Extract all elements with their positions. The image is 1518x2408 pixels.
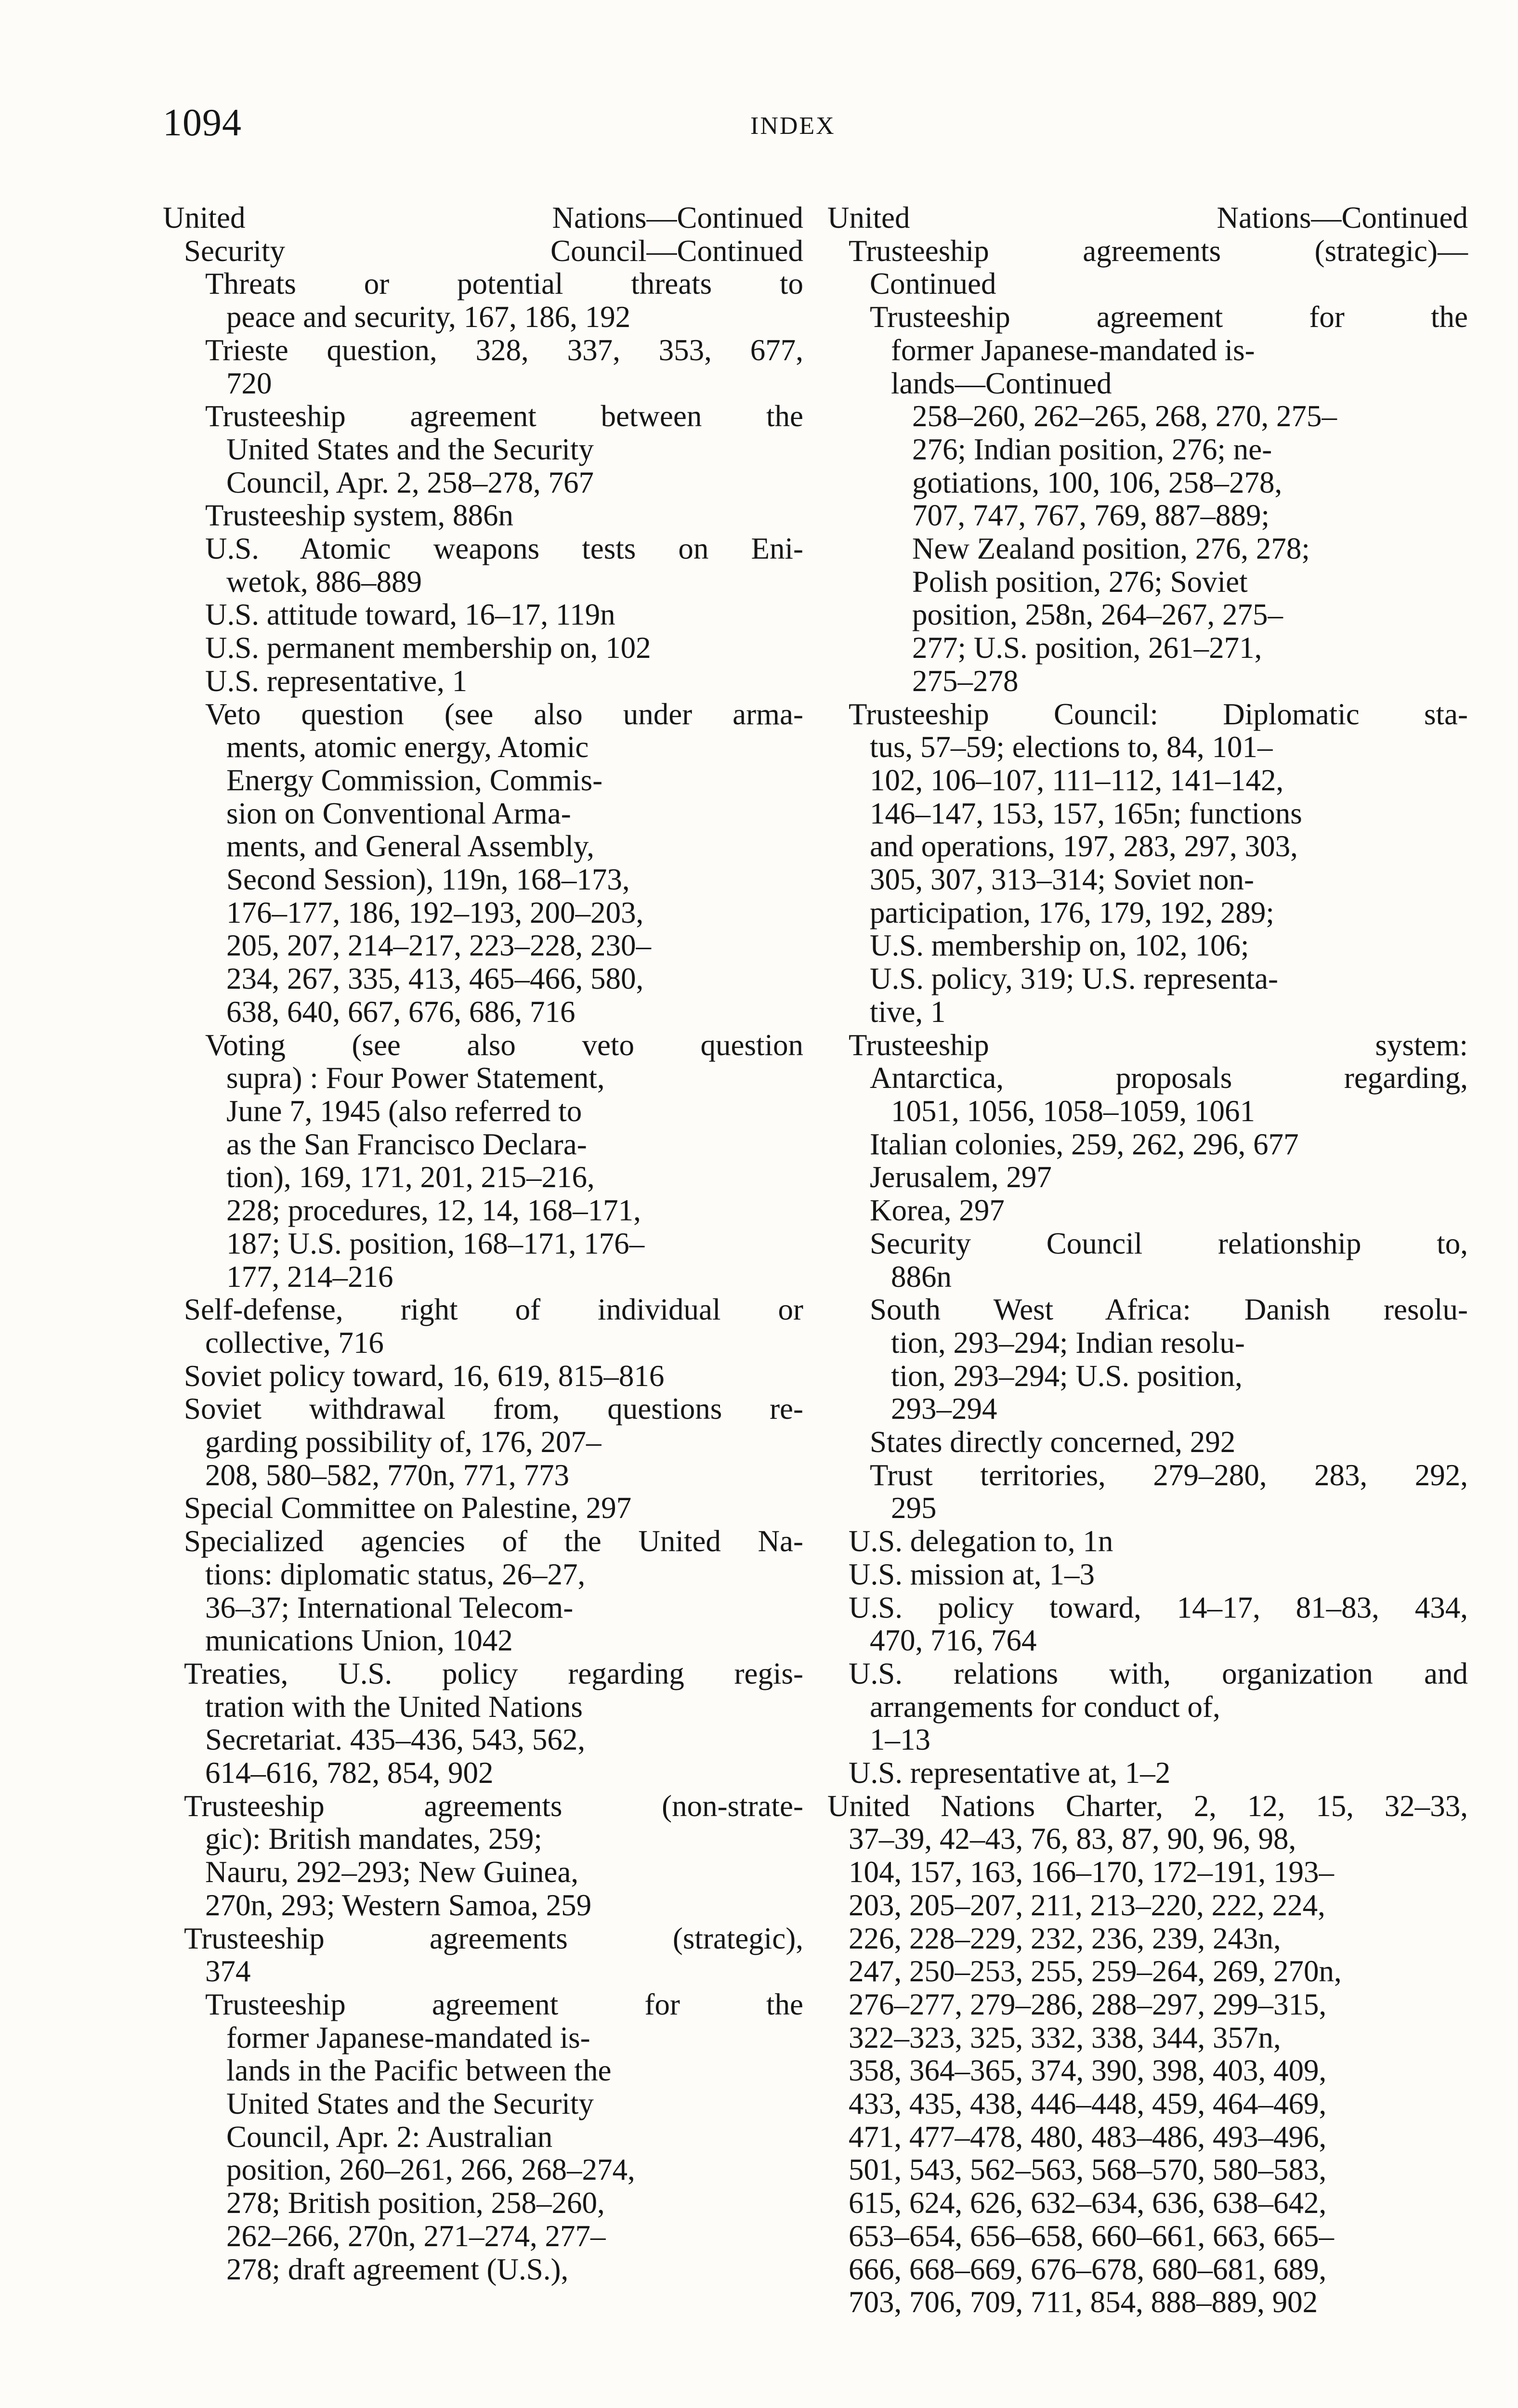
index-line: 886n xyxy=(891,1259,952,1294)
index-line: 471, 477–478, 480, 483–486, 493–496, xyxy=(849,2120,1327,2154)
page-number: 1094 xyxy=(163,102,242,144)
index-line: garding possibility of, 176, 207– xyxy=(205,1425,602,1459)
index-line: 176–177, 186, 192–193, 200–203, xyxy=(226,895,644,929)
index-line: Council, Apr. 2, 258–278, 767 xyxy=(226,465,594,499)
index-line: 228; procedures, 12, 14, 168–171, xyxy=(226,1193,641,1228)
index-line: position, 258n, 264–267, 275– xyxy=(912,598,1283,632)
index-line: Continued xyxy=(870,267,996,301)
index-line: U.S. membership on, 102, 106; xyxy=(870,929,1249,963)
index-line: 104, 157, 163, 166–170, 172–191, 193– xyxy=(849,1855,1334,1889)
index-line: 205, 207, 214–217, 223–228, 230– xyxy=(226,929,651,963)
index-line: June 7, 1945 (also referred to xyxy=(226,1094,582,1128)
index-line: U.S. relations with, organization and xyxy=(849,1656,1468,1690)
index-line: 276–277, 279–286, 288–297, 299–315, xyxy=(849,1987,1327,2021)
index-line: 234, 267, 335, 413, 465–466, 580, xyxy=(226,962,644,996)
index-line: tion), 169, 171, 201, 215–216, xyxy=(226,1160,595,1194)
index-line: former Japanese-mandated is- xyxy=(891,333,1255,367)
index-line: U.S. policy toward, 14–17, 81–83, 434, xyxy=(849,1590,1468,1624)
index-line: 262–266, 270n, 271–274, 277– xyxy=(226,2219,606,2253)
index-line: 433, 435, 438, 446–448, 459, 464–469, xyxy=(849,2087,1327,2121)
index-line: Treaties, U.S. policy regarding regis- xyxy=(184,1656,803,1690)
index-line: Trust territories, 279–280, 283, 292, xyxy=(870,1458,1468,1492)
index-line: 707, 747, 767, 769, 887–889; xyxy=(912,498,1270,533)
index-line: States directly concerned, 292 xyxy=(870,1425,1236,1459)
index-line: 470, 716, 764 xyxy=(870,1623,1037,1658)
index-line: 102, 106–107, 111–112, 141–142, xyxy=(870,763,1284,797)
index-line: Security Council relationship to, xyxy=(870,1226,1468,1260)
index-line: Trusteeship agreement for the xyxy=(870,300,1468,334)
index-line: U.S. representative at, 1–2 xyxy=(849,1756,1171,1790)
index-line: 295 xyxy=(891,1491,937,1525)
index-line: tive, 1 xyxy=(870,995,946,1029)
index-line: United States and the Security xyxy=(226,432,594,466)
index-line: Trieste question, 328, 337, 353, 677, xyxy=(205,333,803,367)
index-line: U.S. attitude toward, 16–17, 119n xyxy=(205,598,615,632)
index-line: tration with the United Nations xyxy=(205,1689,583,1724)
index-line: U.S. permanent membership on, 102 xyxy=(205,631,651,665)
index-line: U.S. mission at, 1–3 xyxy=(849,1557,1095,1591)
index-line: Nauru, 292–293; New Guinea, xyxy=(205,1855,579,1889)
index-line: Veto question (see also under arma- xyxy=(205,697,803,731)
index-line: Secretariat. 435–436, 543, 562, xyxy=(205,1723,586,1757)
index-line: Soviet withdrawal from, questions re- xyxy=(184,1392,803,1426)
index-line: Jerusalem, 297 xyxy=(870,1160,1052,1194)
index-line: lands in the Pacific between the xyxy=(226,2054,612,2088)
index-line: lands—Continued xyxy=(891,366,1112,400)
index-line: ments, atomic energy, Atomic xyxy=(226,730,589,764)
index-line: ments, and General Assembly, xyxy=(226,829,594,864)
index-line: 358, 364–365, 374, 390, 398, 403, 409, xyxy=(849,2054,1327,2088)
index-line: Antarctica, proposals regarding, xyxy=(870,1061,1468,1095)
index-line: 247, 250–253, 255, 259–264, 269, 270n, xyxy=(849,1954,1342,1989)
index-line: U.S. Atomic weapons tests on Eni- xyxy=(205,532,803,566)
index-line: gotiations, 100, 106, 258–278, xyxy=(912,465,1282,499)
index-line: 703, 706, 709, 711, 854, 888–889, 902 xyxy=(849,2285,1318,2319)
index-line: United Nations—Continued xyxy=(827,201,1468,235)
index-line: 187; U.S. position, 168–171, 176– xyxy=(226,1226,645,1260)
index-line: Soviet policy toward, 16, 619, 815–816 xyxy=(184,1359,665,1393)
index-line: Special Committee on Palestine, 297 xyxy=(184,1491,632,1525)
index-line: Trusteeship agreement between the xyxy=(205,399,803,433)
index-line: U.S. representative, 1 xyxy=(205,664,468,698)
index-line: Council, Apr. 2: Australian xyxy=(226,2120,553,2154)
index-line: sion on Conventional Arma- xyxy=(226,796,571,830)
running-header: INDEX xyxy=(750,112,836,140)
index-column-right xyxy=(827,201,1468,2319)
index-line: munications Union, 1042 xyxy=(205,1623,513,1658)
index-line: Italian colonies, 259, 262, 296, 677 xyxy=(870,1127,1299,1161)
index-line: Trusteeship system: xyxy=(849,1028,1468,1062)
index-line: U.S. delegation to, 1n xyxy=(849,1524,1113,1558)
index-line: Second Session), 119n, 168–173, xyxy=(226,863,630,897)
index-line: Threats or potential threats to xyxy=(205,267,803,301)
index-line: Trusteeship agreements (strategic)— xyxy=(849,234,1468,268)
index-line: 374 xyxy=(205,1954,251,1989)
index-line: and operations, 197, 283, 297, 303, xyxy=(870,829,1298,864)
index-line: supra) : Four Power Statement, xyxy=(226,1061,605,1095)
index-line: 258–260, 262–265, 268, 270, 275– xyxy=(912,399,1337,433)
index-line: 146–147, 153, 157, 165n; functions xyxy=(870,796,1302,830)
index-line: 276; Indian position, 276; ne- xyxy=(912,432,1272,466)
index-line: 270n, 293; Western Samoa, 259 xyxy=(205,1888,592,1922)
index-line: Korea, 297 xyxy=(870,1193,1005,1228)
index-line: tion, 293–294; U.S. position, xyxy=(891,1359,1243,1393)
index-line: 1051, 1056, 1058–1059, 1061 xyxy=(891,1094,1255,1128)
index-line: Specialized agencies of the United Na- xyxy=(184,1524,803,1558)
index-column-left xyxy=(163,201,803,2286)
index-line: 36–37; International Telecom- xyxy=(205,1590,574,1624)
index-line: South West Africa: Danish resolu- xyxy=(870,1293,1468,1327)
index-line: Polish position, 276; Soviet xyxy=(912,564,1248,599)
index-line: 666, 668–669, 676–678, 680–681, 689, xyxy=(849,2252,1327,2286)
index-line: Trusteeship agreement for the xyxy=(205,1987,803,2021)
index-line: 275–278 xyxy=(912,664,1019,698)
index-line: 501, 543, 562–563, 568–570, 580–583, xyxy=(849,2153,1327,2187)
index-line: 278; draft agreement (U.S.), xyxy=(226,2252,569,2286)
index-line: 293–294 xyxy=(891,1392,997,1426)
index-line: Trusteeship system, 886n xyxy=(205,498,513,533)
index-line: position, 260–261, 266, 268–274, xyxy=(226,2153,635,2187)
index-line: tion, 293–294; Indian resolu- xyxy=(891,1325,1245,1360)
index-line: 1–13 xyxy=(870,1723,930,1757)
index-line: arrangements for conduct of, xyxy=(870,1689,1220,1724)
index-line: wetok, 886–889 xyxy=(226,564,422,599)
index-line: 277; U.S. position, 261–271, xyxy=(912,631,1262,665)
index-line: former Japanese-mandated is- xyxy=(226,2020,590,2055)
index-line: collective, 716 xyxy=(205,1325,384,1360)
index-line: 614–616, 782, 854, 902 xyxy=(205,1756,494,1790)
index-line: Security Council—Continued xyxy=(184,234,803,268)
index-line: 208, 580–582, 770n, 771, 773 xyxy=(205,1458,569,1492)
index-line: United Nations—Continued xyxy=(163,201,803,235)
index-line: Self-defense, right of individual or xyxy=(184,1293,803,1327)
index-line: New Zealand position, 276, 278; xyxy=(912,532,1310,566)
index-line: U.S. policy, 319; U.S. representa- xyxy=(870,962,1279,996)
index-line: 203, 205–207, 211, 213–220, 222, 224, xyxy=(849,1888,1325,1922)
index-line: gic): British mandates, 259; xyxy=(205,1822,542,1856)
index-line: 653–654, 656–658, 660–661, 663, 665– xyxy=(849,2219,1334,2253)
index-line: 177, 214–216 xyxy=(226,1259,393,1294)
index-line: as the San Francisco Declara- xyxy=(226,1127,587,1161)
index-line: Trusteeship Council: Diplomatic sta- xyxy=(849,697,1468,731)
index-line: peace and security, 167, 186, 192 xyxy=(226,300,631,334)
index-line: participation, 176, 179, 192, 289; xyxy=(870,895,1274,929)
index-line: tus, 57–59; elections to, 84, 101– xyxy=(870,730,1273,764)
index-line: Voting (see also veto question xyxy=(205,1028,803,1062)
index-line: 322–323, 325, 332, 338, 344, 357n, xyxy=(849,2020,1281,2055)
index-line: 278; British position, 258–260, xyxy=(226,2186,605,2220)
index-line: Trusteeship agreements (non-strate- xyxy=(184,1789,803,1823)
index-line: United States and the Security xyxy=(226,2087,594,2121)
index-line: 305, 307, 313–314; Soviet non- xyxy=(870,863,1254,897)
index-line: 615, 624, 626, 632–634, 636, 638–642, xyxy=(849,2186,1327,2220)
index-line: 37–39, 42–43, 76, 83, 87, 90, 96, 98, xyxy=(849,1822,1296,1856)
index-line: Trusteeship agreements (strategic), xyxy=(184,1921,803,1955)
index-line: tions: diplomatic status, 26–27, xyxy=(205,1557,586,1591)
index-line: Energy Commission, Commis- xyxy=(226,763,603,797)
index-line: 638, 640, 667, 676, 686, 716 xyxy=(226,995,576,1029)
index-line: United Nations Charter, 2, 12, 15, 32–33, xyxy=(827,1789,1468,1823)
index-line: 720 xyxy=(226,366,272,400)
index-line: 226, 228–229, 232, 236, 239, 243n, xyxy=(849,1921,1281,1955)
